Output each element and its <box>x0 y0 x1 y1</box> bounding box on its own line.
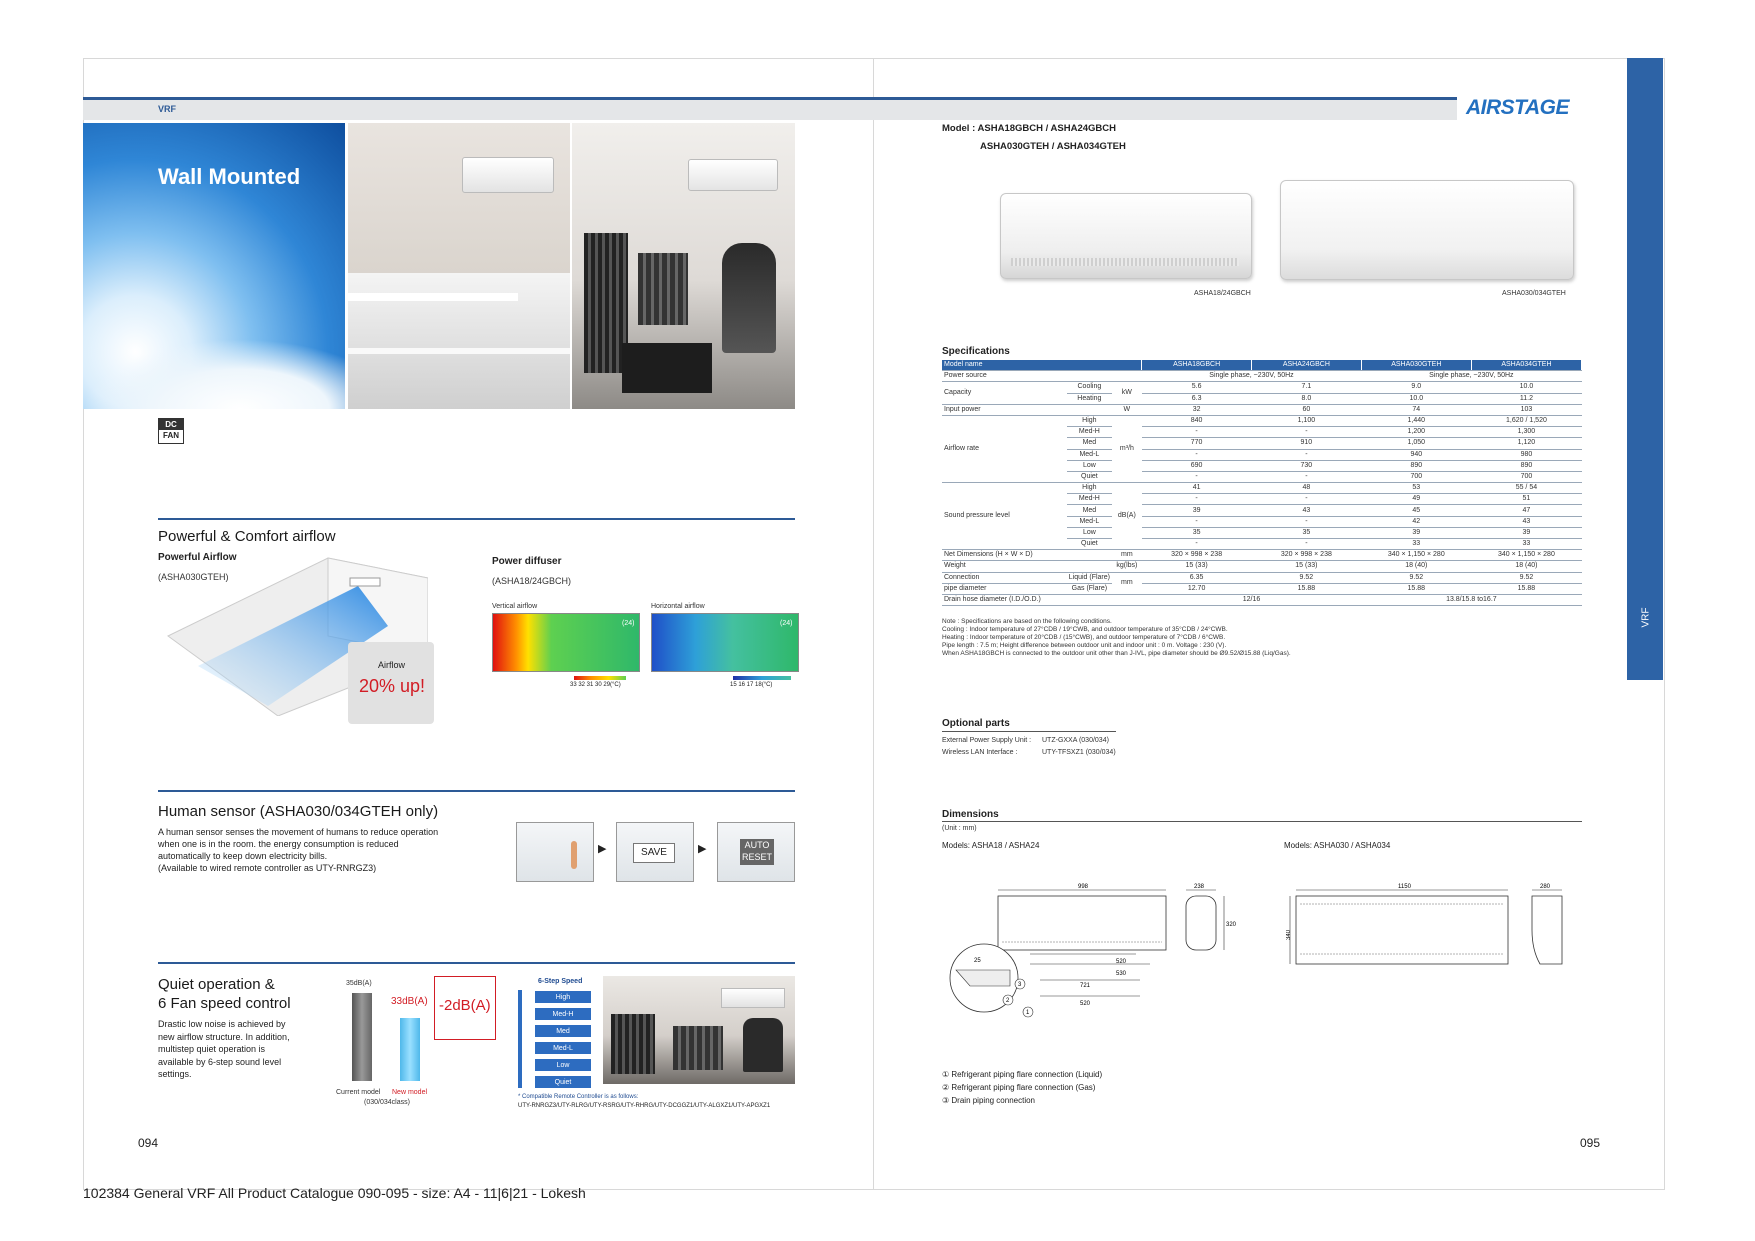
class-label: (030/034class) <box>364 1099 410 1106</box>
optional-key-1: External Power Supply Unit : <box>942 737 1032 744</box>
section-tag: VRF <box>158 104 176 114</box>
table-row: Quiet - - 33 33 <box>942 539 1582 550</box>
table-row: Med-H - - 1,200 1,300 <box>942 427 1582 438</box>
fan-speed-low: Low <box>534 1058 592 1072</box>
svg-text:520: 520 <box>1080 1001 1091 1007</box>
fan-speed-high: High <box>534 990 592 1004</box>
model-line-2: ASHA030GTEH / ASHA034GTEH <box>980 141 1126 152</box>
table-row: Net Dimensions (H × W × D) mm 320 × 998 × 238 320 × 998 × 238 340 × 1,150 × 280 340 × 1,150 × 280 <box>942 550 1582 561</box>
human-sensor-title: Human sensor (ASHA030/034GTEH only) <box>158 803 439 820</box>
hero-title: Wall Mounted <box>158 164 301 189</box>
table-row: Med 39 43 45 47 <box>942 505 1582 516</box>
shop-photo-small <box>603 976 795 1084</box>
arrow-icon: ▶ <box>598 843 607 855</box>
airflow-section-title: Powerful & Comfort airflow <box>158 528 336 545</box>
svg-text:1150: 1150 <box>1398 884 1411 890</box>
current-db-label: 35dB(A) <box>346 980 372 987</box>
db-reduction-box: -2dB(A) <box>434 976 496 1040</box>
svg-text:530: 530 <box>1116 971 1127 977</box>
table-row: Quiet - - 700 700 <box>942 471 1582 482</box>
ac-unit-image <box>688 159 778 191</box>
current-model-label: Current model <box>336 1089 381 1096</box>
quiet-title-line1: Quiet operation & <box>158 976 275 993</box>
dimension-drawing-asha18-24 <box>940 880 1240 1040</box>
table-row: Drain hose diameter (I.D./O.D.) 12/16 13.8/15.8 to16.7 <box>942 594 1582 605</box>
svg-text:520: 520 <box>1116 959 1127 965</box>
airflow-increase-value: 20% up! <box>359 676 426 696</box>
table-row: Med-L - - 940 980 <box>942 449 1582 460</box>
vertical-color-scale <box>574 676 626 680</box>
right-page-number: 095 <box>1580 1136 1601 1150</box>
sensor-step-save: SAVE <box>616 822 694 882</box>
table-row: Capacity Cooling kW 5.6 7.1 9.0 10.0 <box>942 382 1582 393</box>
table-row: Low 690 730 890 890 <box>942 460 1582 471</box>
fan-speed-med: Med <box>534 1024 592 1038</box>
svg-text:238: 238 <box>1194 884 1205 890</box>
dc-fan-badge: DC FAN <box>158 418 184 444</box>
table-row: Med-L - - 42 43 <box>942 516 1582 527</box>
ac-unit-image <box>462 157 554 193</box>
table-row: pipe diameter Gas (Flare) 12.70 15.88 15.88 15.88 <box>942 583 1582 594</box>
model-line-1: Model : ASHA18GBCH / ASHA24GBCH <box>942 123 1117 134</box>
table-row: Connection Liquid (Flare) mm 6.35 9.52 9.52 9.52 <box>942 572 1582 583</box>
unit-caption-1: ASHA18/24GBCH <box>1194 290 1251 297</box>
human-sensor-body: A human sensor senses the movement of humans to reduce operation when one is in the room. the energy consumption is reduced automatically to keep down electricity bills. (Available to wired remote controller as UTY-RNRGZ3) <box>158 827 439 873</box>
table-row: Input power W 32 60 74 103 <box>942 404 1582 415</box>
optional-val-1: UTZ-GXXA (030/034) <box>1042 737 1109 744</box>
table-row: Heating 6.3 8.0 10.0 11.2 <box>942 393 1582 404</box>
new-db-label: 33dB(A) <box>391 996 428 1007</box>
table-row: Power source Single phase, ~230V, 50Hz Single phase, ~230V, 50Hz <box>942 371 1582 382</box>
models-a-label: Models: ASHA18 / ASHA24 <box>942 841 1040 850</box>
optional-parts-title: Optional parts <box>942 718 1010 729</box>
optional-key-2: Wireless LAN Interface : <box>942 749 1018 756</box>
unit-image-asha030-034 <box>1280 180 1574 280</box>
new-model-bar <box>400 1018 420 1081</box>
horizontal-color-scale <box>733 676 791 680</box>
vertical-airflow-label: Vertical airflow <box>492 603 538 610</box>
left-page-number: 094 <box>138 1136 159 1150</box>
header-band <box>83 100 1457 120</box>
fan-speed-quiet: Quiet <box>534 1075 592 1089</box>
fan-speed-title: 6-Step Speed <box>538 978 583 985</box>
new-model-label: New model <box>392 1089 428 1096</box>
svg-text:2: 2 <box>1006 998 1010 1004</box>
specs-title: Specifications <box>942 346 1010 357</box>
section-divider <box>158 518 795 520</box>
svg-text:25: 25 <box>974 958 981 964</box>
powerful-airflow-label: Powerful Airflow <box>158 552 237 563</box>
quiet-body: Drastic low noise is achieved by new airflow structure. In addition, multistep quiet operation is available by 6-step sound level settings. <box>158 1019 290 1079</box>
dimension-drawing-asha030-034 <box>1286 880 1586 980</box>
current-model-bar <box>352 993 372 1081</box>
brand-logo: AIRSTAGE <box>1466 96 1569 119</box>
unit-image-asha18-24 <box>1000 193 1252 279</box>
fan-speed-med-l: Med-L <box>534 1041 592 1055</box>
sensor-step-reset: AUTO RESET <box>717 822 795 882</box>
fan-speed-arrow <box>518 990 522 1088</box>
quiet-title-line2: 6 Fan speed control <box>158 995 291 1012</box>
sensor-step-detect <box>516 822 594 882</box>
models-b-label: Models: ASHA030 / ASHA034 <box>1284 841 1391 850</box>
table-row: Med 770 910 1,050 1,120 <box>942 438 1582 449</box>
optional-parts-rule <box>942 731 1116 732</box>
powerful-airflow-model: (ASHA030GTEH) <box>158 572 229 582</box>
table-row: Low 35 35 39 39 <box>942 527 1582 538</box>
unit-note: (Unit : mm) <box>942 825 977 832</box>
horizontal-airflow-label: Horizontal airflow <box>651 603 705 610</box>
shop-photo <box>572 123 795 409</box>
diffuser-label: Power diffuser <box>492 556 562 567</box>
controller-note: * Compatible Remote Controller is as follows: <box>518 1094 639 1100</box>
spec-header-row: Model name ASHA18GBCH ASHA24GBCH ASHA030GTEH ASHA034GTEH <box>942 360 1582 371</box>
svg-text:998: 998 <box>1078 884 1089 890</box>
vertical-scale-text: 33 32 31 30 29(°C) <box>570 682 621 688</box>
diffuser-model: (ASHA18/24GBCH) <box>492 576 572 586</box>
table-row: Med-H - - 49 51 <box>942 494 1582 505</box>
svg-text:320: 320 <box>1226 922 1237 928</box>
lobby-photo <box>348 123 570 409</box>
svg-text:340: 340 <box>1286 929 1292 940</box>
vertical-airflow-map <box>492 613 640 672</box>
svg-text:3: 3 <box>1018 982 1022 988</box>
fan-speed-med-h: Med-H <box>534 1007 592 1021</box>
svg-text:721: 721 <box>1080 983 1091 989</box>
fan-speed-list <box>534 990 594 1090</box>
unit-caption-2: ASHA030/034GTEH <box>1502 290 1566 297</box>
dimensions-title: Dimensions <box>942 809 999 820</box>
horizontal-airflow-map <box>651 613 799 672</box>
section-divider <box>158 790 795 792</box>
horizontal-scale-text: 15 16 17 18(°C) <box>730 682 773 688</box>
table-row: Sound pressure level High dB(A) 41 48 53 55 / 54 <box>942 483 1582 494</box>
dimension-legend: ① Refrigerant piping flare connection (Liquid) ② Refrigerant piping flare connection (Gas) ③ Drain piping connection <box>942 1070 1103 1105</box>
arrow-icon: ▶ <box>698 843 707 855</box>
optional-val-2: UTY-TFSXZ1 (030/034) <box>1042 749 1116 756</box>
section-divider <box>158 962 795 964</box>
controller-list: UTY-RNRGZ3/UTY-RLRG/UTY-RSRG/UTY-RHRG/UTY-DCGGZ1/UTY-ALGXZ1/UTY-APGXZ1 <box>518 1103 771 1109</box>
spec-notes: Note : Specifications are based on the following conditions. Cooling : Indoor temperature of 27°CDB / 19°CWB, and outdoor temperature of 35°CDB / 24°CWB. Heating : Indoor temperature of 20°CDB / (15°CWB), and outdoor temperature of 7°CDB / 6°CWB. Pipe length : 7.5 m; Height difference between outdoor unit and indoor unit : 0 m. Voltage : 230 (V). When ASHA18GBCH is connected to the outdoor unit other than J-IVL, pipe diameter should be Ø9.52/Ø15.88 (Liq/Gas). <box>942 618 1291 657</box>
side-tab-label: VRF <box>1640 607 1652 628</box>
spec-table <box>942 360 1582 606</box>
side-tab <box>1627 58 1663 680</box>
ac-unit-image <box>721 988 785 1008</box>
dimensions-rule <box>942 821 1582 822</box>
table-row: Weight kg(lbs) 15 (33) 15 (33) 18 (40) 18 (40) <box>942 561 1582 572</box>
footer-text: 102384 General VRF All Product Catalogue 090-095 - size: A4 - 11|6|21 - Lokesh <box>83 1185 586 1201</box>
svg-text:280: 280 <box>1540 884 1551 890</box>
svg-text:1: 1 <box>1026 1010 1030 1016</box>
airflow-callout-box: Airflow 20% up! <box>348 642 434 724</box>
table-row: Airflow rate High m³/h 840 1,100 1,440 1,620 / 1,520 <box>942 415 1582 426</box>
